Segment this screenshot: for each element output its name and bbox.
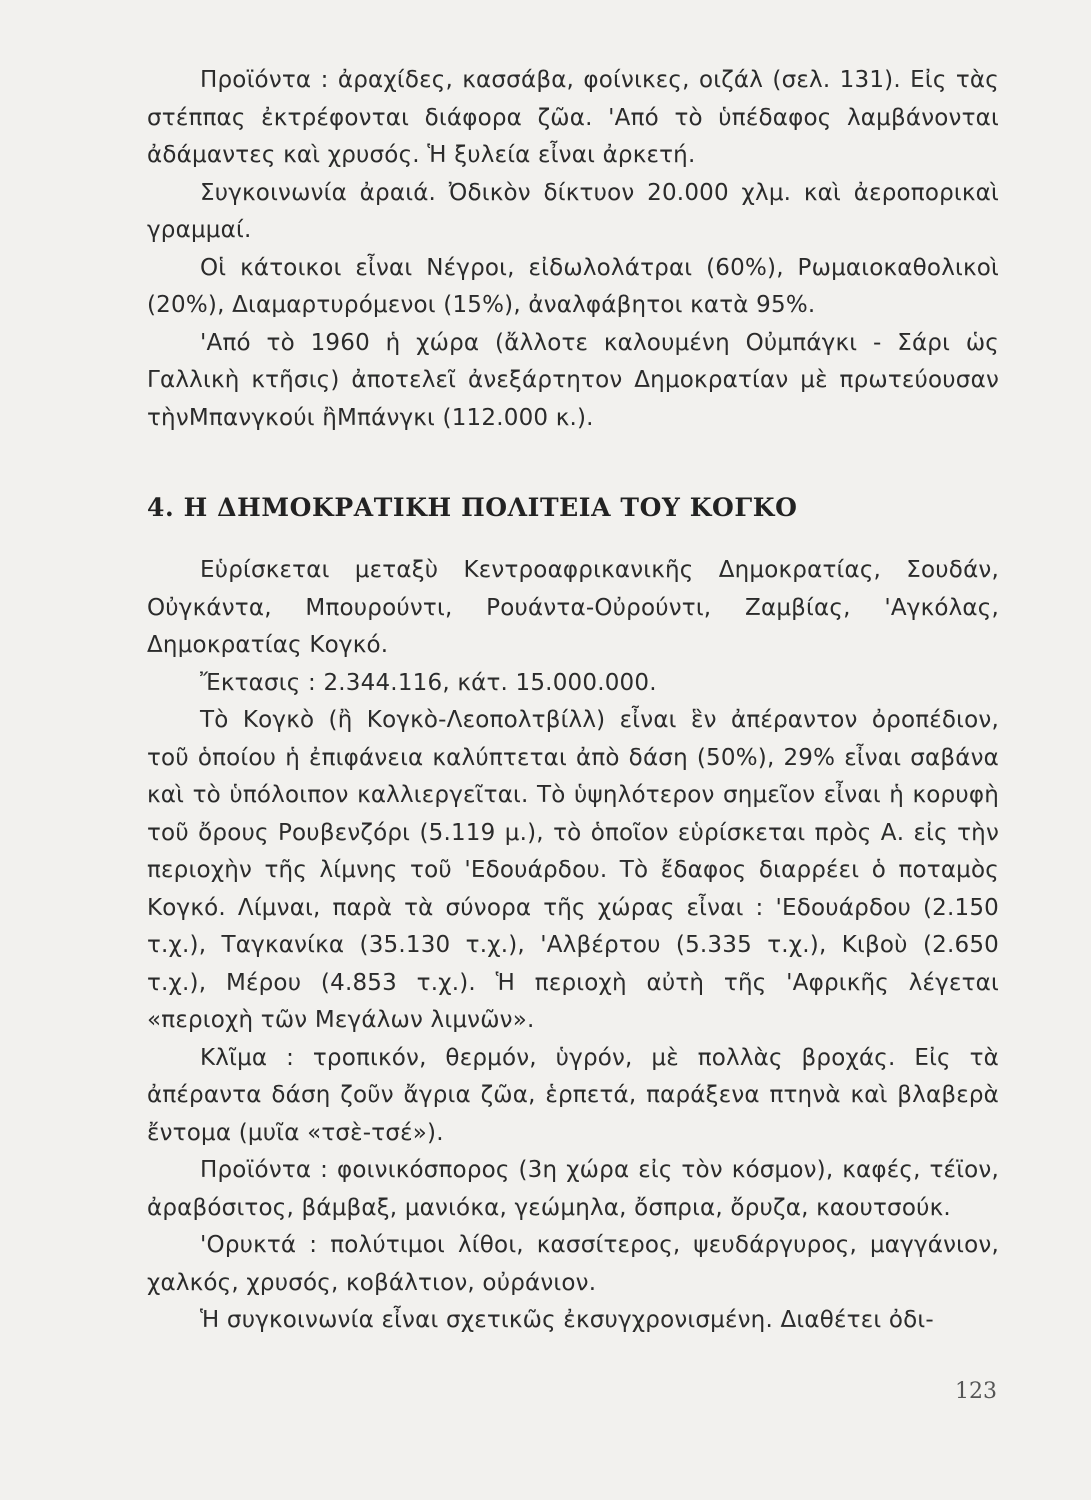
section-heading: 4. Η ΔΗΜΟΚΡΑΤΙΚΗ ΠΟΛΙΤΕΙΑ ΤΟΥ ΚΟΓΚΟ — [147, 493, 798, 522]
paragraph-products-congo: Προϊόντα : φοινικόσπορος (3η χώρα εἰς τὸν κόσμον), καφές, τέϊον, ἀραβόσιτος, βάμβαξ, μανιόκα, γεώμηλα, ὄσπρια, ὄρυζα, καουτσούκ. — [147, 1157, 999, 1221]
paragraph-area: Ἔκτασις : 2.344.116, κάτ. 15.000.000. — [200, 669, 657, 696]
paragraph-inhabitants: Οἱ κάτοικοι εἶναι Νέγροι, εἰδωλολάτραι (60%), Ρωμαιοκαθολικοὶ (20%), Διαμαρτυρόμενοι (15%), ἀναλφάβητοι κατὰ 95%. — [147, 254, 999, 318]
paragraph-location: Εὑρίσκεται μεταξὺ Κεντροαφρικανικῆς Δημοκρατίας, Σουδάν, Οὐγκάντα, Μπουρούντι, Ρουάντα-Οὐρούντι, Ζαμβίας, 'Αγκόλας, Δημοκρατίας Κογκό. — [147, 557, 999, 658]
paragraph-climate: Κλῖμα : τροπικόν, θερμόν, ὑγρόν, μὲ πολλὰς βροχάς. Εἰς τὰ ἀπέραντα δάση ζοῦν ἄγρια ζῶα, ἑρπετά, παράξενα πτηνὰ καὶ βλαβερὰ ἔντομα (μυῖα «τσὲ-τσέ»). — [147, 1044, 999, 1146]
paragraph-geography: Τὸ Κογκὸ (ἢ Κογκὸ-Λεοπολτβίλλ) εἶναι ἓν ἀπέραντον ὀροπέδιον, τοῦ ὁποίου ἡ ἐπιφάνεια καλύπτεται ἀπὸ δάση (50%), 29% εἶναι σαβάνα καὶ τὸ ὑπόλοιπον καλλιεργεῖται. Τὸ ὑψηλότερον σημεῖον εἶναι ἡ κορυφὴ τοῦ ὄρους Ρουβενζόρι (5.119 μ.), τὸ ὁποῖον εὑρίσκεται πρὸς Α. εἰς τὴν περιοχὴν τῆς λίμνης τοῦ 'Εδουάρδου. Τὸ ἔδαφος διαρρέει ὁ ποταμὸς Κογκό. Λίμναι, παρὰ τὰ σύνορα τῆς χώρας εἶναι : 'Εδουάρδου (2.150 τ.χ.), Ταγκανίκα (35.130 τ.χ.), 'Αλβέρτου (5.335 τ.χ.), Κιβοὺ (2.650 τ.χ.), Μέρου (4.853 τ.χ.). Ἡ περιοχὴ αὐτὴ τῆς 'Αφρικῆς λέγεται «περιοχὴ τῶν Μεγάλων λιμνῶν». — [147, 707, 999, 1033]
bottom-text-block — [147, 552, 999, 1340]
paragraph-minerals: 'Ορυκτά : πολύτιμοι λίθοι, κασσίτερος, ψευδάργυρος, μαγγάνιον, χαλκός, χρυσός, κοβάλτιον, οὐράνιον. — [147, 1232, 999, 1296]
paragraph-transport: Συγκοινωνία ἀραιά. Ὀδικὸν δίκτυον 20.000 χλμ. καὶ ἀεροπορικαὶ γραμμαί. — [147, 179, 999, 243]
top-text-block — [147, 62, 999, 437]
paragraph-communication: Ἡ συγκοινωνία εἶναι σχετικῶς ἐκσυγχρονισμένη. Διαθέτει ὀδι- — [200, 1307, 934, 1333]
paragraph-products: Προϊόντα : ἀραχίδες, κασσάβα, φοίνικες, οιζάλ (σελ. 131). Εἰς τὰς στέππας ἐκτρέφονται διάφορα ζῶα. 'Από τὸ ὑπέδαφος λαμβάνονται ἀδάμαντες καὶ χρυσός. Ἡ ξυλεία εἶναι ἀρκετή. — [147, 67, 999, 168]
page-number: 123 — [955, 1379, 997, 1404]
paragraph-independence: 'Από τὸ 1960 ἡ χώρα (ἄλλοτε καλουμένη Οὐμπάγκι - Σάρι ὡς Γαλλικὴ κτῆσις) ἀποτελεῖ ἀνεξάρτητον Δημοκρατίαν μὲ πρωτεύουσαν τὴνΜπανγκούι ἢΜπάνγκι (112.000 κ.). — [147, 329, 999, 431]
